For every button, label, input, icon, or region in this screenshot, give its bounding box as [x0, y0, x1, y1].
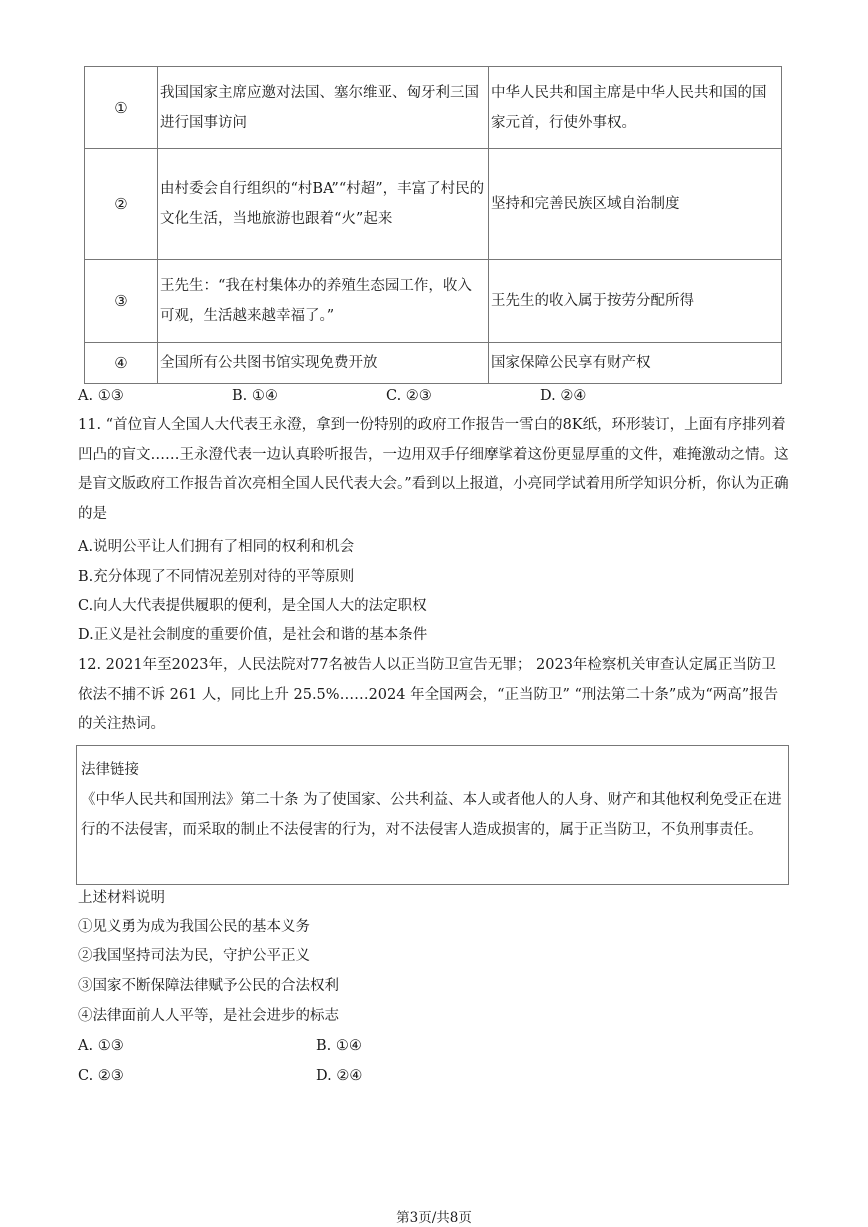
- analysis-cell: 中华人民共和国主席是中华人民共和国的国家元首，行使外事权。: [489, 67, 782, 149]
- question-10-table: [84, 66, 782, 384]
- q12-option-c[interactable]: C. ②③: [78, 1068, 124, 1084]
- q12-statement-3: ③国家不断保障法律赋予公民的合法权利: [78, 978, 339, 994]
- law-link-box: [76, 745, 789, 885]
- q12-option-b[interactable]: B. ①④: [316, 1038, 362, 1054]
- analysis-cell: 王先生的收入属于按劳分配所得: [489, 260, 782, 343]
- event-cell: 我国国家主席应邀对法国、塞尔维亚、匈牙利三国进行国事访问: [158, 67, 489, 149]
- table-row: [85, 343, 782, 384]
- table-row: [85, 260, 782, 343]
- q12-lead: 上述材料说明: [78, 890, 165, 906]
- row-number: ③: [85, 260, 158, 343]
- q11-option-a[interactable]: A.说明公平让人们拥有了相同的权利和机会: [78, 539, 355, 555]
- q11-option-c[interactable]: C.向人大代表提供履职的便利，是全国人大的法定职权: [78, 598, 427, 614]
- table-row: [85, 67, 782, 149]
- q10-option-c[interactable]: C. ②③: [386, 388, 432, 404]
- row-number: ②: [85, 149, 158, 260]
- q10-option-d[interactable]: D. ②④: [540, 388, 587, 404]
- analysis-cell: 国家保障公民享有财产权: [489, 343, 782, 384]
- q10-option-b[interactable]: B. ①④: [232, 388, 278, 404]
- q12-statement-1: ①见义勇为成为我国公民的基本义务: [78, 919, 310, 935]
- q10-option-a[interactable]: A. ①③: [78, 388, 124, 404]
- row-number: ④: [85, 343, 158, 384]
- q11-option-b[interactable]: B.充分体现了不同情况差别对待的平等原则: [78, 569, 355, 585]
- event-cell: 全国所有公共图书馆实现免费开放: [158, 343, 489, 384]
- table-row: [85, 149, 782, 260]
- q11-stem: 11. “首位盲人全国人大代表王永澄，拿到一份特别的政府工作报告一雪白的8K纸，环形装订，上面有序排列着凹凸的盲文……王永澄代表一边认真聆听报告，一边用双手仔细摩挲着这份更显厚重的文件，难掩激动之情。这是盲文版政府工作报告首次亮相全国人民代表大会。”看到以上报道，小亮同学试着用所学知识分析，你认为正确的是: [78, 417, 789, 522]
- q12-statement-4: ④法律面前人人平等，是社会进步的标志: [78, 1008, 339, 1024]
- event-cell: 王先生：“我在村集体办的养殖生态园工作，收入可观，生活越来越幸福了。”: [158, 260, 489, 343]
- law-link-body: 《中华人民共和国刑法》第二十条 为了使国家、公共利益、本人或者他人的人身、财产和其他权利免受正在进行的不法侵害，而采取的制止不法侵害的行为，对不法侵害人造成损害的，属于正当防卫，不负刑事责任。: [81, 792, 782, 838]
- page-footer: 第3页/共8页: [396, 1210, 472, 1226]
- event-cell: 由村委会自行组织的“村BA”“村超”，丰富了村民的文化生活，当地旅游也跟着“火”起来: [158, 149, 489, 260]
- q12-statement-2: ②我国坚持司法为民，守护公平正义: [78, 948, 310, 964]
- q12-option-a[interactable]: A. ①③: [78, 1038, 124, 1054]
- q12-option-d[interactable]: D. ②④: [316, 1068, 363, 1084]
- law-link-title: 法律链接: [81, 762, 139, 778]
- q12-stem: 12. 2021年至2023年，人民法院对77名被告人以正当防卫宣告无罪； 2023年检察机关审查认定属正当防卫依法不捕不诉 261 人，同比上升 25.5%……2024 年全国两会，“正当防卫” “刑法第二十条”成为“两高”报告的关注热词。: [78, 657, 779, 732]
- analysis-cell: 坚持和完善民族区域自治制度: [489, 149, 782, 260]
- row-number: ①: [85, 67, 158, 149]
- q11-option-d[interactable]: D.正义是社会制度的重要价值，是社会和谐的基本条件: [78, 627, 428, 643]
